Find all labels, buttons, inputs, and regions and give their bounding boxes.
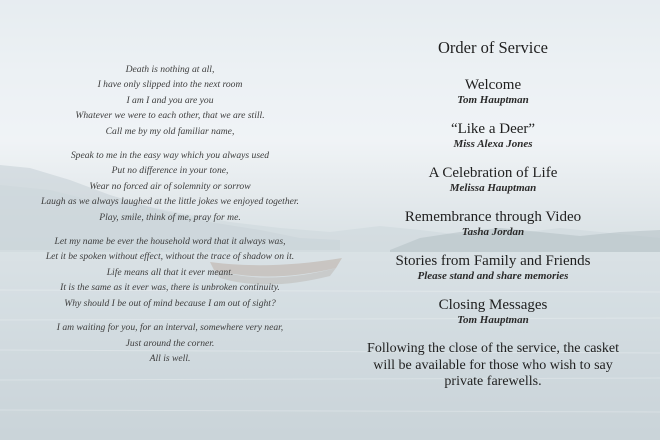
poem-line: I have only slipped into the next room [97,79,243,91]
service-item-name: Closing Messages [438,297,548,313]
service-item-name: A Celebration of Life [428,165,558,181]
service-item-name: Stories from Family and Friends [395,253,591,269]
poem-line: Let it be spoken without effect, without the trace of shadow on it. [45,251,295,263]
poem-line: Speak to me in the easy way which you always used [70,150,270,162]
service-item-person: Tom Hauptman [457,314,529,326]
poem-line: Death is nothing at all, [125,64,215,75]
poem-line: Why should I be out of mind because I am out of sight? [64,297,276,309]
order-of-service [362,38,624,391]
poem-line: Just around the corner. [125,337,215,349]
poem-stanza-1 [0,62,340,139]
poem-line: Wear no forced air of solemnity or sorrow [89,180,251,192]
poem-line: Life means all that it ever meant. [106,266,234,278]
service-item-person: Miss Alexa Jones [453,138,533,150]
poem-line: Let my name be ever the household word that it always was, [54,236,286,248]
service-title: Order of Service [438,38,548,57]
poem-stanza-4 [0,320,340,366]
service-item-stories [362,253,624,283]
service-item-closing-messages [362,297,624,327]
poem-stanza-3 [0,234,340,311]
service-item-celebration [362,165,624,195]
poem-line: I am waiting for you, for an interval, somewhere very near, [56,322,284,334]
poem-line: All is well. [149,352,191,364]
service-item-video [362,209,624,239]
poem-column [0,62,340,375]
poem-line: Call me by my old familiar name, [105,125,235,137]
service-item-person: Melissa Hauptman [449,182,537,194]
service-item-name: “Like a Deer” [450,121,536,137]
service-item-person: Tom Hauptman [457,94,529,106]
poem-line: It is the same as it ever was, there is unbroken continuity. [60,282,280,294]
service-item-person: Tasha Jordan [461,226,525,238]
poem-line: Laugh as we always laughed at the little jokes we enjoyed together. [41,196,299,208]
service-item-welcome [362,77,624,107]
poem-line: I am I and you are you [126,94,214,106]
poem-line: Put no difference in your tone, [111,165,229,177]
service-item-name: Welcome [464,77,522,93]
service-item-like-a-deer [362,121,624,151]
closing-note: Following the close of the service, the casket will be available for those who wish to say private farewells. [367,341,619,389]
poem-stanza-2 [0,148,340,225]
service-item-person: Please stand and share memories [417,270,569,282]
poem-line: Play, smile, think of me, pray for me. [99,211,241,223]
service-item-name: Remembrance through Video [404,209,582,225]
poem-line: Whatever we were to each other, that we are still. [75,110,265,122]
